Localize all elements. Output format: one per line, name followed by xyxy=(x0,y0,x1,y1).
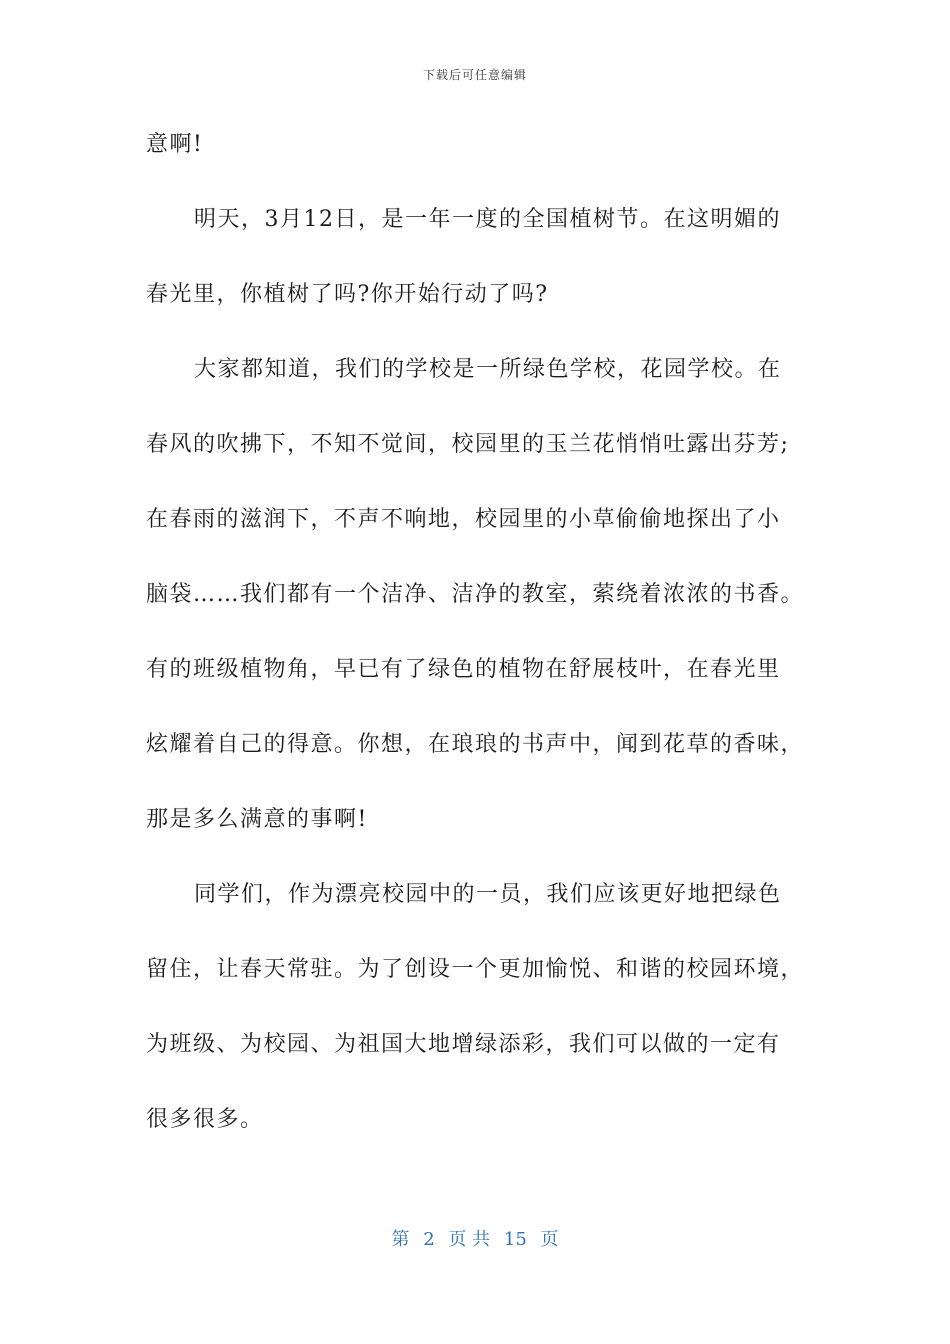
paragraph-line: 大家都知道，我们的学校是一所绿色学校，花园学校。在 xyxy=(194,357,782,382)
footer-prefix: 第 xyxy=(391,1229,410,1250)
page-footer xyxy=(0,1225,950,1251)
paragraph-line: 那是多么满意的事啊! xyxy=(146,807,368,832)
paragraph-line: 很多很多。 xyxy=(146,1107,264,1132)
paragraph-line: 在春雨的滋润下，不声不响地，校园里的小草偷偷地探出了小 xyxy=(146,507,781,532)
footer-middle: 页 共 xyxy=(448,1229,491,1250)
paragraph-line: 有的班级植物角，早已有了绿色的植物在舒展枝叶，在春光里 xyxy=(146,657,781,682)
paragraph-line: 春风的吹拂下，不知不觉间，校园里的玉兰花悄悄吐露出芬芳; xyxy=(146,432,790,457)
paragraph-line: 炫耀着自己的得意。你想，在琅琅的书声中，闻到花草的香味， xyxy=(146,732,805,757)
paragraph-line: 留住，让春天常驻。为了创设一个更加愉悦、和谐的校园环境， xyxy=(146,957,805,982)
footer-suffix: 页 xyxy=(540,1229,559,1250)
paragraph-line: 明天，3月12日，是一年一度的全国植树节。在这明媚的 xyxy=(194,207,781,232)
paragraph-line: 同学们，作为漂亮校园中的一员，我们应该更好地把绿色 xyxy=(194,882,782,907)
current-page-number: 2 xyxy=(423,1229,435,1250)
paragraph-line: 为班级、为校园、为祖国大地增绿添彩，我们可以做的一定有 xyxy=(146,1032,781,1057)
page-header: 下载后可任意编辑 xyxy=(422,68,527,82)
document-body xyxy=(146,121,806,1171)
paragraph-line: 春光里，你植树了吗?你开始行动了吗? xyxy=(146,282,549,307)
paragraph-line: 脑袋……我们都有一个洁净、洁净的教室，萦绕着浓浓的书香。 xyxy=(146,582,805,607)
paragraph-line: 意啊! xyxy=(146,132,204,157)
total-pages: 15 xyxy=(503,1229,527,1250)
